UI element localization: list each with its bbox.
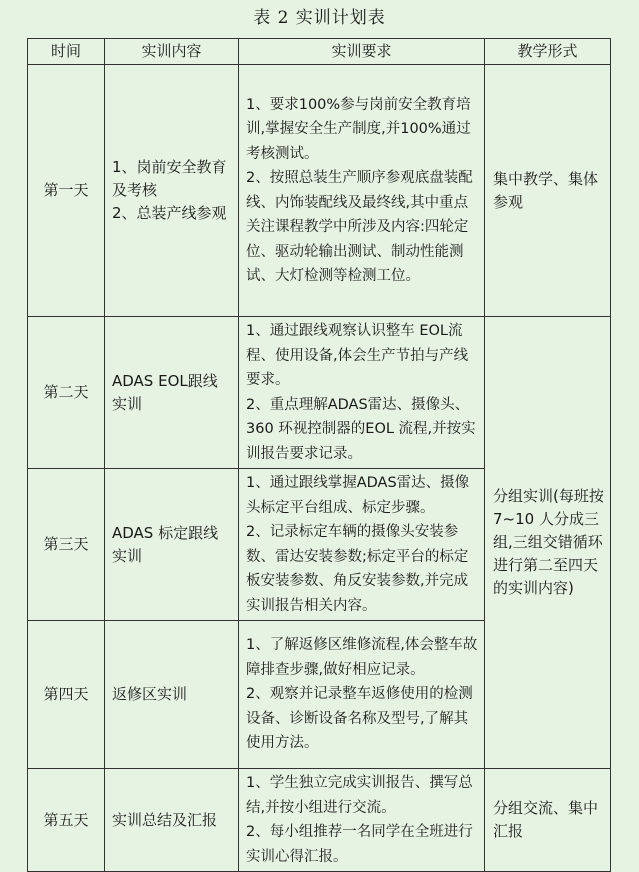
requirement-item: 1、要求100%参与岗前安全教育培训,掌握安全生产制度,并100%通过考核测试。 xyxy=(246,96,471,162)
content-cell xyxy=(105,469,239,621)
requirement-item: 2、记录标定车辆的摄像头安装参数、雷达安装参数;标定平台的标定板安装参数、角反安装参数,并完成实训报告相关内容。 xyxy=(246,524,469,614)
content-cell xyxy=(105,65,239,317)
form-cell: 分组实训(每班按 7~10 人分成三组,三组交错循环进行第二至四天的实训内容) xyxy=(485,317,611,769)
day-cell: 第三天 xyxy=(28,469,105,621)
header-row xyxy=(28,39,611,65)
header-form: 教学形式 xyxy=(485,39,611,65)
requirements-cell xyxy=(239,769,485,872)
table-row xyxy=(28,65,611,317)
requirement-item: 2、观察并记录整车返修使用的检测设备、诊断设备名称及型号,了解其使用方法。 xyxy=(246,686,473,752)
content-item: 1、岗前安全教育及考核 xyxy=(112,158,227,199)
content-cell xyxy=(105,769,239,872)
header-requirements: 实训要求 xyxy=(239,39,485,65)
requirement-item: 1、通过跟线掌握ADAS雷达、摄像头标定平台组成、标定步骤。 xyxy=(246,475,470,516)
content-item: ADAS EOL跟线实训 xyxy=(112,371,218,413)
content-item: 2、总装产线参观 xyxy=(112,204,227,222)
content-item: 返修区实训 xyxy=(112,685,188,703)
form-cell: 集中教学、集体参观 xyxy=(485,65,611,317)
content-item: 实训总结及汇报 xyxy=(112,810,218,829)
requirement-item: 1、学生独立完成实训报告、撰写总结,并按小组进行交流。 xyxy=(246,775,473,816)
header-time: 时间 xyxy=(28,39,105,65)
requirement-item: 2、重点理解ADAS雷达、摄像头、360 环视控制器的EOL 流程,并按实训报告要求记录。 xyxy=(246,396,476,462)
requirements-cell xyxy=(239,469,485,621)
requirement-item: 1、了解返修区维修流程,体会整车故障排查步骤,做好相应记录。 xyxy=(246,637,478,678)
content-item: ADAS 标定跟线实训 xyxy=(112,523,219,565)
day-cell: 第二天 xyxy=(28,317,105,469)
day-cell: 第五天 xyxy=(28,769,105,872)
requirements-cell xyxy=(239,317,485,469)
content-cell xyxy=(105,317,239,469)
requirement-item: 1、通过跟线观察认识整车 EOL流程、使用设备,体会生产节拍与产线要求。 xyxy=(246,323,469,388)
requirements-cell xyxy=(239,65,485,317)
requirements-cell xyxy=(239,621,485,769)
header-content: 实训内容 xyxy=(105,39,239,65)
table-title: 表 2 实训计划表 xyxy=(253,8,386,28)
form-cell: 分组交流、集中汇报 xyxy=(485,769,611,872)
table-row xyxy=(28,769,611,872)
requirement-item: 2、每小组推荐一名同学在全班进行实训心得汇报。 xyxy=(246,824,473,865)
table-row xyxy=(28,317,611,469)
training-plan-table xyxy=(27,38,611,872)
day-cell: 第四天 xyxy=(28,621,105,769)
content-cell xyxy=(105,621,239,769)
day-cell: 第一天 xyxy=(28,65,105,317)
requirement-item: 2、按照总装生产顺序参观底盘装配线、内饰装配线及最终线,其中重点关注课程教学中所涉及内容:四轮定位、驱动轮输出测试、制动性能测试、大灯检测等检测工位。 xyxy=(246,170,473,284)
